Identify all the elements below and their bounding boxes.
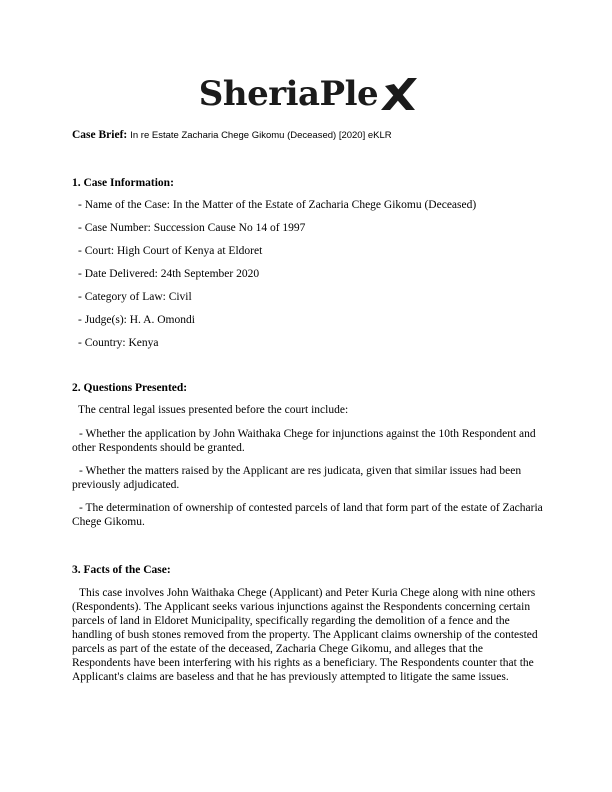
questions-intro: The central legal issues presented before the court include: xyxy=(78,404,349,416)
case-brief-title: In re Estate Zacharia Chege Gikomu (Deceased) [2020] eKLR xyxy=(130,130,392,141)
case-info-item: - Court: High Court of Kenya at Eldoret xyxy=(78,245,263,257)
question-item: - The determination of ownership of contested parcels of land that form part of the estate of Zacharia Chege Gikomu. xyxy=(72,502,543,528)
question-item: - Whether the matters raised by the Applicant are res judicata, given that similar issues had been previously adjudicated. xyxy=(72,465,522,491)
case-info-item: - Name of the Case: In the Matter of the Estate of Zacharia Chege Gikomu (Deceased) xyxy=(78,199,477,211)
case-brief-heading xyxy=(72,128,392,143)
logo-text: SheriaPle xyxy=(198,74,379,114)
case-info-item: - Judge(s): H. A. Omondi xyxy=(78,314,195,326)
question-item: - Whether the application by John Waithaka Chege for injunctions against the 10th Respondent and other Respondents should be granted. xyxy=(72,428,536,454)
case-brief-label: Case Brief: xyxy=(72,129,128,141)
x-mark-icon xyxy=(379,76,419,110)
section-title-questions-presented: 2. Questions Presented: xyxy=(72,382,188,394)
case-info-item: - Date Delivered: 24th September 2020 xyxy=(78,268,260,280)
case-info-item: - Case Number: Succession Cause No 14 of 1997 xyxy=(78,222,306,234)
case-info-item: - Country: Kenya xyxy=(78,337,159,349)
section-title-facts-of-the-case: 3. Facts of the Case: xyxy=(72,564,171,576)
section-title-case-information: 1. Case Information: xyxy=(72,177,174,189)
case-info-item: - Category of Law: Civil xyxy=(78,291,192,303)
sheriaplex-logo xyxy=(0,76,612,116)
facts-paragraph: This case involves John Waithaka Chege (Applicant) and Peter Kuria Chege along with nine others (Respondents). The Applicant seeks various injunctions against the Respondents concerning certain parcels of land in Eldoret Municipality, specifically regarding the demolition of a fence and the handling of bush stones removed from the property. The Applicant claims ownership of the contested parcels as part of the estate of the deceased, Zacharia Chege Gikomu, and alleges that the Respondents have been interfering with his rights as a beneficiary. The Respondents counter that the Applicant's claims are baseless and that he has previously attempted to litigate the same issues. xyxy=(72,587,538,683)
